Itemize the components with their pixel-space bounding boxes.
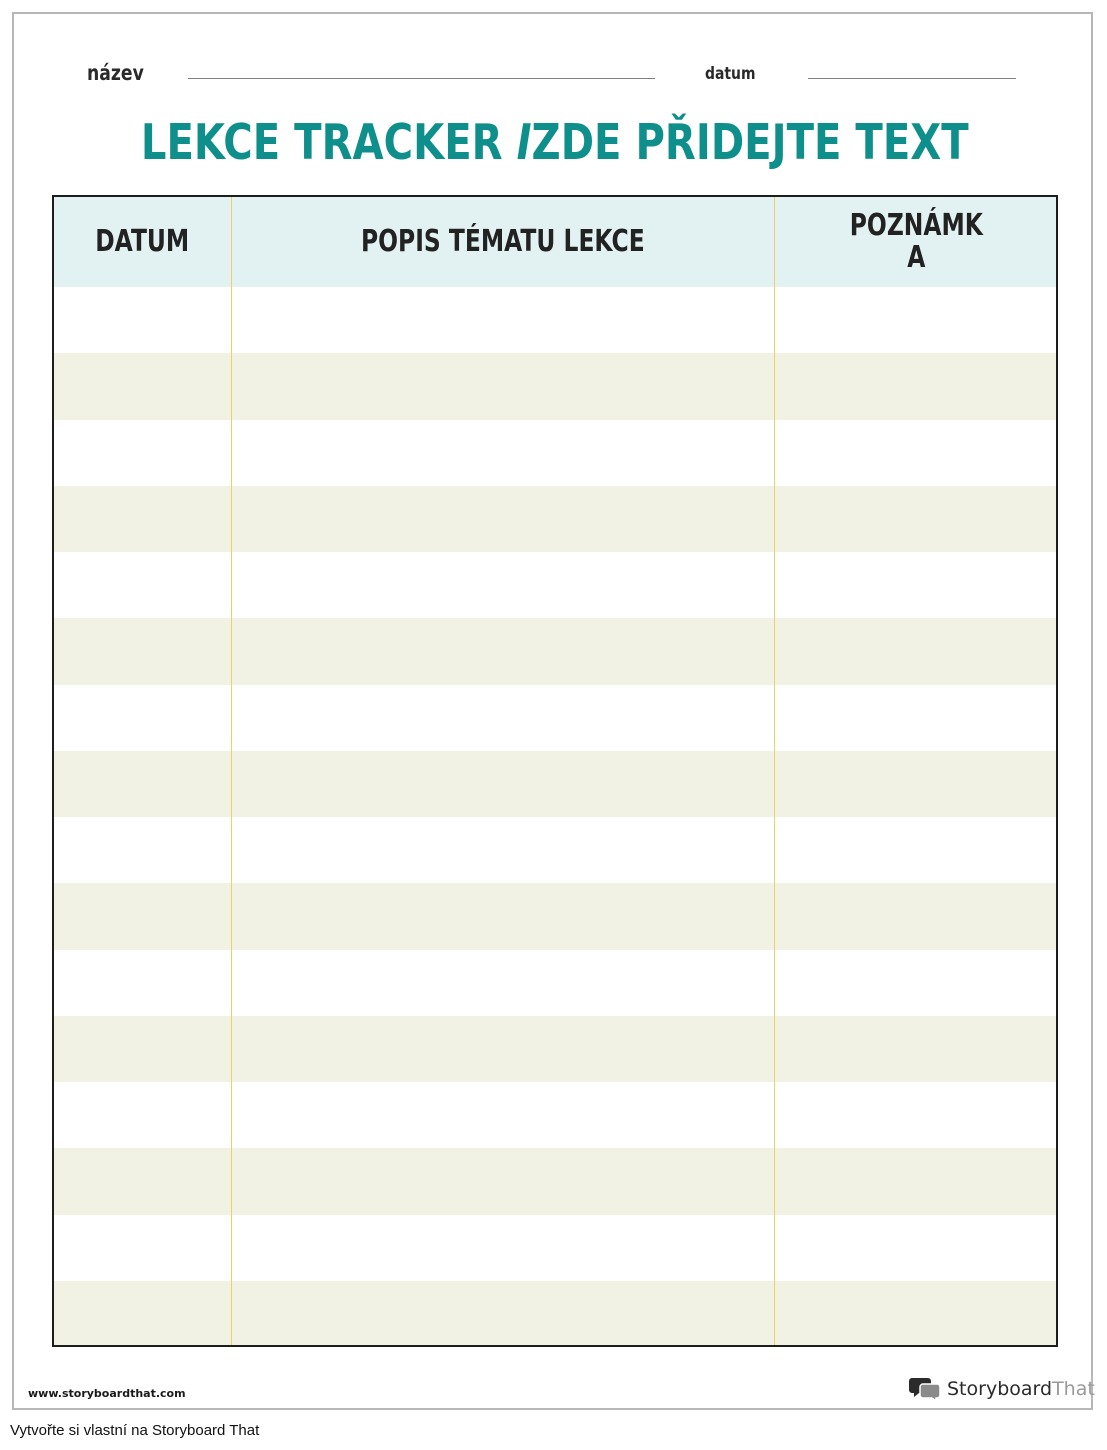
table-row[interactable] (54, 817, 1056, 883)
logo-word-storyboard: Storyboard (947, 1378, 1053, 1400)
table-row[interactable] (54, 353, 1056, 419)
table-row[interactable] (54, 420, 1056, 486)
header-date-label: DATUM (95, 224, 190, 259)
footer-url[interactable]: www.storyboardthat.com (28, 1387, 186, 1400)
lesson-table (52, 195, 1058, 1347)
name-line[interactable] (188, 78, 655, 79)
date-label: datum (705, 64, 756, 84)
table-row[interactable] (54, 287, 1056, 353)
title-part1: LEKCE TRACKER (140, 114, 517, 171)
table-row[interactable] (54, 883, 1056, 949)
table-row[interactable] (54, 552, 1056, 618)
name-label: název (87, 61, 144, 85)
table-row[interactable] (54, 751, 1056, 817)
logo-word-that: That (1052, 1378, 1095, 1400)
header-description-label: POPIS TÉMATU LEKCE (360, 224, 645, 259)
table-row[interactable] (54, 1148, 1056, 1214)
speech-bubbles-icon (909, 1376, 941, 1402)
column-divider-1 (231, 197, 232, 1345)
table-header (54, 197, 1056, 287)
table-row[interactable] (54, 1215, 1056, 1281)
table-row[interactable] (54, 1082, 1056, 1148)
header-notes (774, 197, 1058, 287)
logo-text (947, 1378, 1095, 1400)
table-row[interactable] (54, 486, 1056, 552)
table-row[interactable] (54, 685, 1056, 751)
header-date (54, 197, 231, 287)
table-row[interactable] (54, 618, 1056, 684)
header-notes-label: POZNÁMK A (849, 208, 983, 275)
header-description (231, 197, 774, 287)
date-line[interactable] (808, 78, 1016, 79)
worksheet (12, 12, 1093, 1410)
title-part2: ZDE PŘIDEJTE TEXT (531, 114, 969, 171)
table-row[interactable] (54, 1016, 1056, 1082)
bottom-caption[interactable]: Vytvořte si vlastní na Storyboard That (10, 1422, 260, 1439)
title-italic: I (516, 114, 532, 171)
storyboardthat-logo[interactable] (909, 1375, 1095, 1403)
table-row[interactable] (54, 950, 1056, 1016)
column-divider-2 (774, 197, 775, 1345)
table-row[interactable] (54, 1281, 1056, 1347)
page-title (14, 114, 1095, 171)
